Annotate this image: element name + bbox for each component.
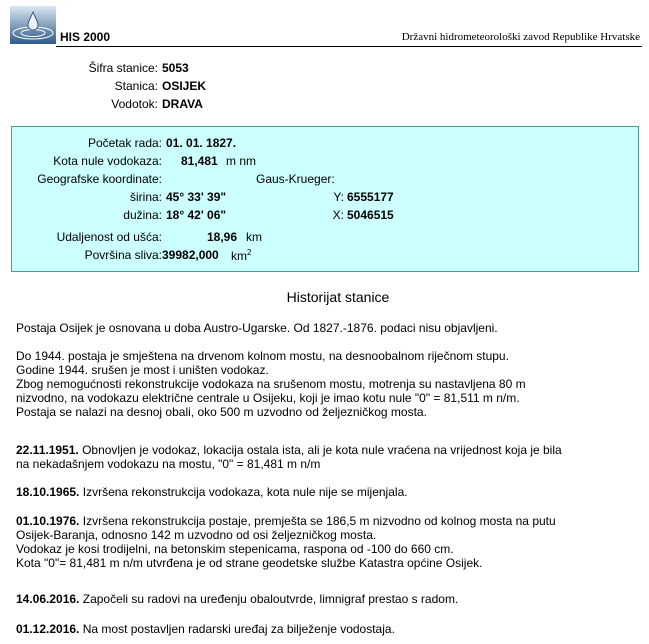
app-name: HIS 2000 — [60, 30, 111, 44]
river-label: Vodotok: — [111, 97, 158, 111]
station-code-label: Šifra stanice: — [88, 61, 158, 75]
history-entry-1965: 18.10.1965. Izvršena rekonstrukcija vodokaza, kota nule nije se mijenjala. — [16, 485, 408, 499]
header-divider — [56, 46, 642, 47]
history-paragraph-2: Do 1944. postaja je smještena na drvenom kolnom mostu, na desnoobalnom riječnom stupu. Godine 1944. srušen je most i uništen vodokaz. Zbog nemogućnosti rekonstrukcije vodokaza na srušenom mostu, motrenja su nastavljena 80 m nizvodno, na vodokazu električne centrale u Osijeku, koji je imao kotu nule "0" = 81,511 m n/m. Postaja se nalazi na desnoj obali, oko 500 m uzvodno od željezničkog mosta. — [16, 349, 526, 419]
gauss-krueger-label: Gaus-Krueger: — [256, 172, 335, 186]
station-name-value: OSIJEK — [162, 79, 207, 93]
catchment-area-label: Površina sliva: — [84, 248, 162, 262]
start-label: Početak rada: — [87, 136, 162, 150]
start-value: 01. 01. 1827. — [166, 136, 237, 150]
header — [10, 6, 642, 46]
geo-coordinates-label: Geografske koordinate: — [37, 172, 162, 186]
history-entry-1951: 22.11.1951. Obnovljen je vodokaz, lokacija ostala ista, ali je kota nule vraćena na vrijednost koja je bila na nekadašnjem vodokazu na mostu, "0" = 81,481 m n/m — [16, 443, 562, 471]
organization-name: Državni hidrometeorološki zavod Republike Hrvatske — [401, 31, 640, 43]
latitude-value: 45° 33' 39" — [166, 190, 227, 204]
gk-x-value: 5046515 — [347, 208, 394, 222]
history-entry-2016-june: 14.06.2016. Započeli su radovi na uređenju obaloutvrde, limnigraf prestao s radom. — [16, 592, 459, 606]
longitude-label: dužina: — [123, 208, 162, 222]
history-paragraph-1: Postaja Osijek je osnovana u doba Austro-Ugarske. Od 1827.-1876. podaci nisu objavljeni. — [16, 321, 498, 335]
catchment-area-value: 39982,000 — [162, 248, 219, 262]
history-entry-2016-december: 01.12.2016. Na most postavljen radarski uređaj za bilježenje vodostaja. — [16, 622, 395, 636]
distance-label: Udaljenost od ušća: — [56, 230, 162, 244]
distance-value: 18,96 — [207, 230, 238, 244]
gk-x-label: X: — [332, 208, 344, 222]
station-code-value: 5053 — [162, 61, 189, 75]
gk-y-value: 6555177 — [347, 190, 394, 204]
latitude-label: širina: — [129, 190, 162, 204]
river-value: DRAVA — [162, 97, 203, 111]
station-name-label: Stanica: — [114, 79, 158, 93]
longitude-value: 18° 42' 06" — [166, 208, 227, 222]
catchment-area-unit: $km^2$ — [231, 248, 252, 263]
distance-unit: km — [246, 230, 262, 244]
water-drop-logo-icon — [10, 6, 56, 44]
history-title: Historijat stanice — [286, 289, 390, 305]
zero-value: 81,481 — [181, 154, 218, 168]
history-entry-1976: 01.10.1976. Izvršena rekonstrukcija postaje, premješta se 186,5 m nizvodno od kolnog mosta na putu Osijek-Baranja, odnosno 142 m uzvodno od osi željezničkog mosta. Vodokaz je kosi trodijelni, na betonskim stepenicama, raspona od -100 do 660 cm. Kota "0"= 81,481 m n/m utvrđena je od strane geodetske službe Katastra općine Osijek. — [16, 514, 556, 570]
zero-unit: m nm — [226, 154, 256, 168]
zero-label: Kota nule vodokaza: — [53, 154, 162, 168]
gk-y-label: Y: — [333, 190, 344, 204]
